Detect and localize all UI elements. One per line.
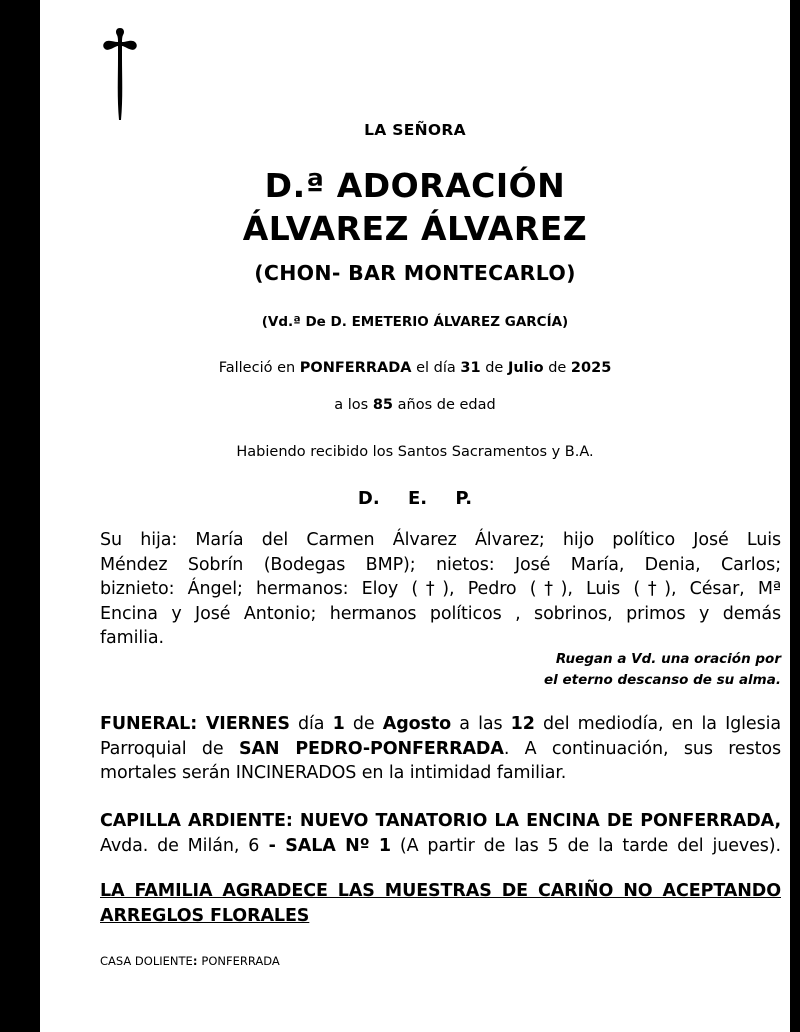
chapel-label: CAPILLA ARDIENTE [100,811,286,831]
chapel-address: Avda. de Milán, 6 [100,835,260,856]
funeral-line3: mortales serán INCINERADOS en la intimidad familiar. [100,763,567,783]
prayer-request [400,649,781,691]
family-paragraph [100,528,781,651]
house-place: PONFERRADA [201,954,280,968]
funeral-text: de [344,714,383,734]
funeral-month: Agosto [382,714,452,734]
age-suffix: años de edad [397,397,496,413]
chapel-line2 [100,834,781,859]
age-value: 85 [372,397,394,413]
death-year: 2025 [570,360,612,376]
chapel-room: SALA Nº 1 [285,835,391,856]
funeral-text: Parroquial de [100,738,239,759]
deceased-name-line2: ÁLVAREZ ÁLVAREZ [242,209,588,248]
age-line [40,397,790,413]
thanks-line1: LA FAMILIA AGRADECE LAS MUESTRAS DE CARIÑO NO ACEPTANDO [100,881,781,901]
widow-of-line: (Vd.ª De D. EMETERIO ÁLVAREZ GARCÍA) [261,314,569,330]
cross-icon [100,28,140,120]
funeral-text: del mediodía [534,714,659,734]
chapel-place: NUEVO TANATORIO LA ENCINA DE PONFERRADA, [299,811,781,831]
obituary-page [40,0,790,1032]
prayer-line1: Ruegan a Vd. una oración por [555,651,781,667]
funeral-church: SAN PEDRO-PONFERRADA [238,738,504,759]
funeral-label: FUNERAL: VIERNES [100,714,290,734]
thanks-line2: ARREGLOS FLORALES [100,905,310,926]
death-line [40,360,790,376]
chapel-line1 [100,809,781,834]
family-line: familia. [100,628,165,648]
deceased-nickname: (CHON- BAR MONTECARLO) [254,261,576,285]
chapel-sep: : [285,811,300,831]
house-line [100,954,280,968]
family-line: biznieto: Ángel; hermanos: Eloy (†), Pedro (†), Luis (†), César, Mª [100,579,781,599]
funeral-day: 1 [332,714,345,734]
death-prefix: Falleció en [218,360,296,376]
death-de1: de [485,360,504,376]
prayer-line2: el eterno descanso de su alma. [544,672,781,688]
funeral-line1 [100,712,781,737]
family-line: Encina y José Antonio; hermanos políticos , sobrinos, primos y demás [100,603,781,624]
family-line: Su hija: María del Carmen Álvarez Álvarez; hijo político José Luis [100,530,781,550]
age-prefix: a los [334,397,369,413]
funeral-line2 [100,737,781,762]
death-el-dia: el día [416,360,456,376]
sacraments-line: Habiendo recibido los Santos Sacramentos y B.A. [236,444,594,460]
chapel-dash: - [259,835,286,856]
death-month: Julio [507,360,544,376]
deceased-name-line1: D.ª ADORACIÓN [264,166,566,205]
death-day: 31 [460,360,481,376]
funeral-paragraph [100,712,781,786]
house-sep: : [192,954,202,968]
chapel-hours: (A partir de las 5 de la tarde del jueves). [391,835,782,856]
dep-line: D. E. P. [357,488,473,509]
thanks-paragraph [100,879,781,928]
funeral-text: día [289,714,333,734]
death-place: PONFERRADA [299,360,412,376]
title-la-senora: LA SEÑORA [364,121,466,139]
funeral-hour: 12 [510,714,535,734]
funeral-text: . A continuación, sus restos [503,738,781,759]
chapel-paragraph [100,809,781,858]
funeral-text: , en la Iglesia [658,714,782,734]
death-de2: de [548,360,567,376]
house-label: CASA DOLIENTE [100,954,193,968]
funeral-text: a las [451,714,511,734]
family-line: Méndez Sobrín (Bodegas BMP); nietos: José María, Denia, Carlos; [100,554,781,575]
